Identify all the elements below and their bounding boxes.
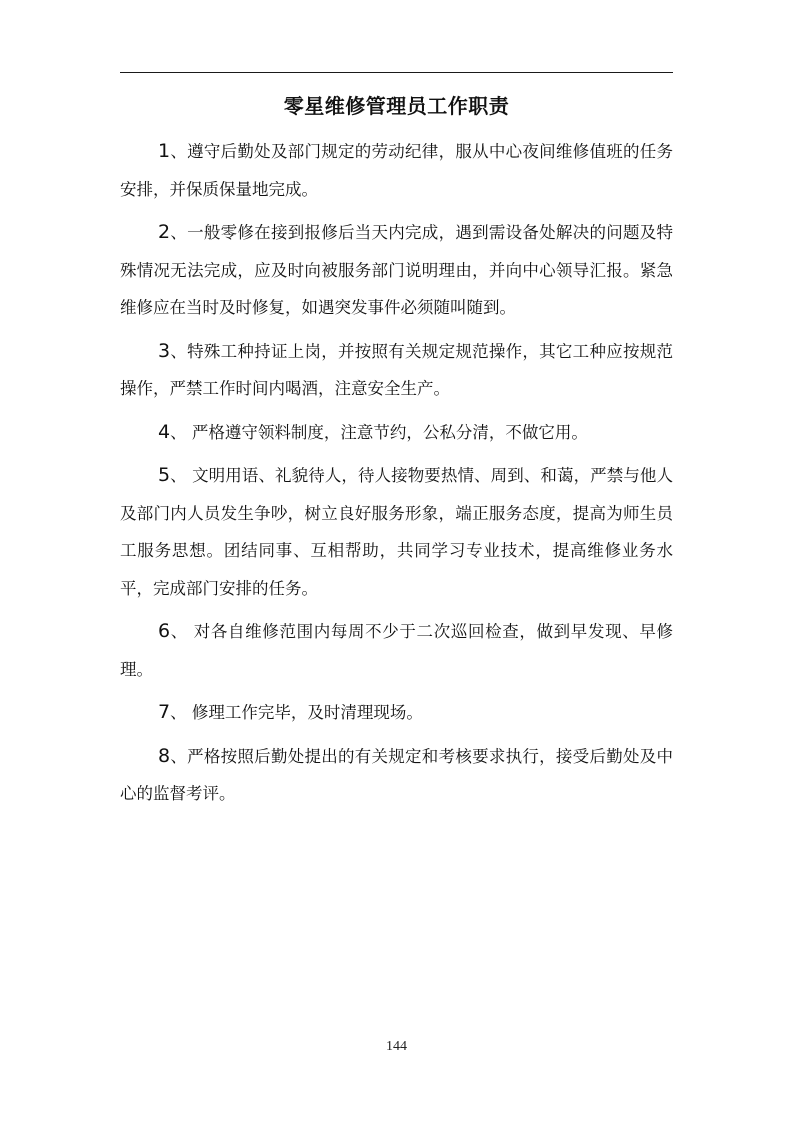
duty-paragraph-4 bbox=[120, 414, 673, 452]
duty-paragraph-3 bbox=[120, 333, 673, 408]
item-text: 、 文明用语、礼貌待人，待人接物要热情、周到、和蔼，严禁与他人及部门内人员发生争吵，树立良好服务形象，端正服务态度，提高为师生员工服务思想。团结同事、互相帮助，共同学习专业技术，提高维修业务水平，完成部门安排的任务。 bbox=[120, 466, 673, 598]
item-text: 、遵守后勤处及部门规定的劳动纪律，服从中心夜间维修值班的任务安排，并保质保量地完成。 bbox=[120, 142, 673, 199]
item-number: 7 bbox=[158, 701, 171, 723]
item-number: 5 bbox=[158, 464, 171, 486]
item-number: 2 bbox=[158, 221, 171, 243]
item-text: 、 严格遵守领料制度，注意节约，公私分清，不做它用。 bbox=[170, 422, 588, 442]
duty-paragraph-2 bbox=[120, 214, 673, 327]
document-body bbox=[120, 133, 673, 819]
document-title: 零星维修管理员工作职责 bbox=[283, 94, 510, 118]
duty-paragraph-8 bbox=[120, 738, 673, 813]
item-text: 、一般零修在接到报修后当天内完成，遇到需设备处解决的问题及特殊情况无法完成，应及时向被服务部门说明理由，并向中心领导汇报。紧急维修应在当时及时修复，如遇突发事件必须随叫随到。 bbox=[120, 223, 673, 317]
duty-paragraph-5 bbox=[120, 457, 673, 607]
item-number: 4 bbox=[158, 420, 171, 443]
item-text: 、严格按照后勤处提出的有关规定和考核要求执行，接受后勤处及中心的监督考评。 bbox=[120, 746, 673, 803]
duty-paragraph-6 bbox=[120, 613, 673, 688]
page-number: 144 bbox=[386, 1039, 407, 1054]
header-rule bbox=[120, 72, 673, 73]
item-text: 、 对各自维修范围内每周不少于二次巡回检查，做到早发现、早修理。 bbox=[120, 622, 673, 679]
item-text: 、 修理工作完毕，及时清理现场。 bbox=[170, 703, 423, 722]
item-number: 1 bbox=[158, 140, 171, 162]
item-text: 、特殊工种持证上岗，并按照有关规定规范操作，其它工种应按规范操作，严禁工作时间内喝酒，注意安全生产。 bbox=[120, 341, 673, 398]
item-number: 8 bbox=[158, 744, 171, 767]
item-number: 3 bbox=[158, 339, 171, 362]
duty-paragraph-7 bbox=[120, 694, 673, 732]
item-number: 6 bbox=[158, 620, 171, 642]
duty-paragraph-1 bbox=[120, 133, 673, 208]
